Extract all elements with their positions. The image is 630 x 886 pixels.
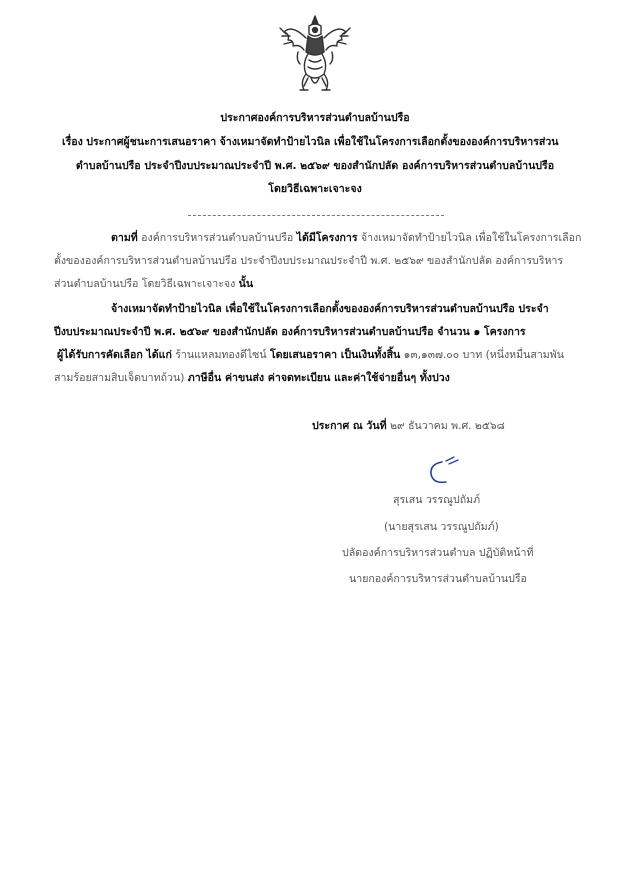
subject-label: เรื่อง bbox=[62, 136, 83, 148]
p1-lead: ตามที่ bbox=[111, 232, 138, 244]
paragraph-2-line-3 bbox=[57, 348, 564, 362]
garuda-emblem-icon bbox=[278, 12, 352, 96]
subject-text: จ้างเหมาจัดทำป้ายไวนิล เพื่อใช้ในโครงการเลือกตั้งขององค์การบริหารส่วน bbox=[219, 136, 559, 148]
subject-line-3: โดยวิธีเฉพาะเจาะจง bbox=[268, 183, 362, 195]
subject-line-1 bbox=[62, 135, 559, 149]
paragraph-1-line-1 bbox=[111, 231, 581, 245]
p2-inclusive: ภาษีอื่น ค่าขนส่ง ค่าจดทะเบียน และค่าใช้จ่ายอื่นๆ ทั้งปวง bbox=[187, 372, 450, 384]
p1-method: ส่วนตำบลบ้านปรือ โดยวิธีเฉพาะเจาะจง bbox=[54, 278, 236, 290]
signer-position-2: นายกองค์การบริหารส่วนตำบลบ้านปรือ bbox=[349, 573, 527, 585]
paragraph-2-line-1: จ้างเหมาจัดทำป้ายไวนิล เพื่อใช้ในโครงการเลือกตั้งขององค์การบริหารส่วนตำบลบ้านปรือ ประจำ bbox=[111, 303, 549, 315]
date-value: ๒๙ ธันวาคม พ.ศ. ๒๕๖๘ bbox=[389, 420, 505, 432]
date-label: ประกาศ ณ วันที่ bbox=[312, 420, 387, 432]
paragraph-1-line-3 bbox=[54, 277, 253, 291]
p2-amount: ๑๓,๑๓๗.๐๐ บาท (หนึ่งหมื่นสามพัน bbox=[403, 349, 564, 361]
p2-selected-label: ผู้ได้รับการคัดเลือก ได้แก่ bbox=[57, 349, 172, 361]
announcement-date bbox=[312, 419, 505, 433]
paragraph-2-line-2: ปีงบประมาณประจำปี พ.ศ. ๒๕๖๙ ของสำนักปลัด องค์การบริหารส่วนตำบลบ้านปรือ จำนวน ๑ โครงการ bbox=[54, 326, 526, 338]
p2-vendor: ร้านแหลมทองดีไซน์ bbox=[175, 349, 267, 361]
paragraph-2-line-4 bbox=[54, 371, 450, 385]
subject-line-2: ตำบลบ้านปรือ ประจำปีงบประมาณประจำปี พ.ศ. ๒๕๖๙ ของสำนักปลัด องค์การบริหารส่วนตำบลบ้านปรือ bbox=[75, 160, 555, 172]
document-title: ประกาศองค์การบริหารส่วนตำบลบ้านปรือ bbox=[220, 112, 410, 124]
signer-name: สุรเสน วรรณูปถัมภ์ bbox=[393, 494, 481, 506]
signer-name-paren: (นายสุรเสน วรรณูปถัมภ์) bbox=[384, 521, 499, 533]
divider bbox=[188, 215, 444, 216]
p2-price-label: โดยเสนอราคา เป็นเงินทั้งสิ้น bbox=[269, 349, 401, 361]
subject-heading: ประกาศผู้ชนะการเสนอราคา bbox=[86, 136, 217, 148]
signature-mark bbox=[422, 452, 466, 488]
paragraph-1-line-2: ตั้งขององค์การบริหารส่วนตำบลบ้านปรือ ประจำปีงบประมาณประจำปี พ.ศ. ๒๕๖๙ ของสำนักปลัด องค์การบริหาร bbox=[54, 255, 564, 267]
p2-amount-words: สามร้อยสามสิบเจ็ดบาทถ้วน) bbox=[54, 372, 185, 384]
p1-project: จ้างเหมาจัดทำป้ายไวนิล เพื่อใช้ในโครงการเลือก bbox=[360, 232, 582, 244]
signer-position-1: ปลัดองค์การบริหารส่วนตำบล ปฏิบัติหน้าที่ bbox=[342, 547, 534, 559]
p1-end: นั้น bbox=[238, 278, 254, 290]
p1-has-project: ได้มีโครงการ bbox=[296, 232, 358, 244]
p1-organization: องค์การบริหารส่วนตำบลบ้านปรือ bbox=[141, 232, 294, 244]
